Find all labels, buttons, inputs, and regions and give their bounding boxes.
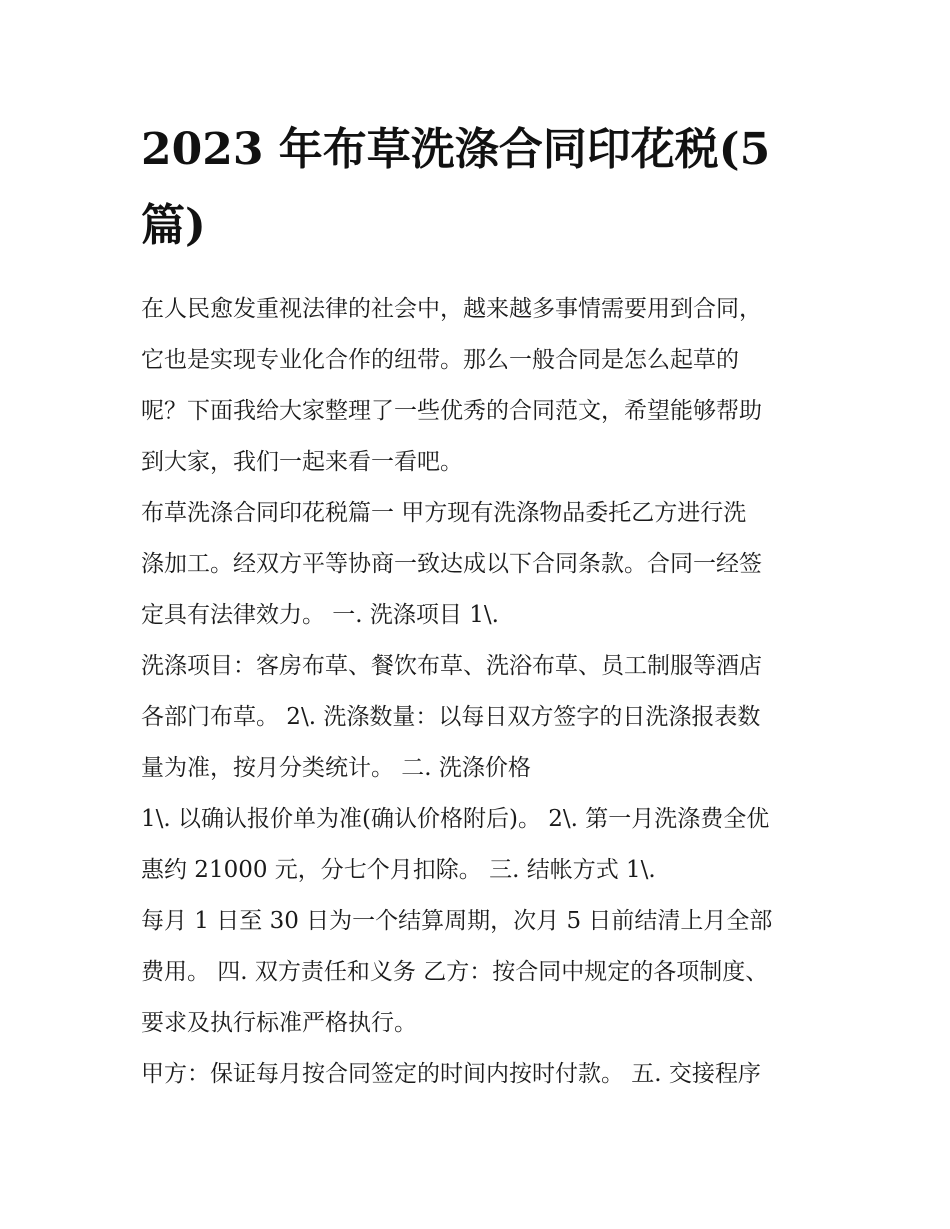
text-line: 到大家，我们一起来看一看吧。 bbox=[141, 449, 463, 475]
text-line: 每月 1 日至 30 日为一个结算周期，次月 5 日前结清上月全部 bbox=[141, 908, 773, 934]
paragraph-article-one bbox=[141, 488, 813, 641]
text-line: 呢？下面我给大家整理了一些优秀的合同范文，希望能够帮助 bbox=[141, 398, 762, 424]
title-line: 2023 年布草洗涤合同印花税(5 bbox=[141, 124, 771, 175]
text-line: 洗涤项目：客房布草、餐饮布草、洗浴布草、员工制服等酒店 bbox=[141, 653, 762, 679]
text-line: 它也是实现专业化合作的纽带。那么一般合同是怎么起草的 bbox=[141, 347, 739, 373]
document-title bbox=[141, 112, 813, 264]
text-line: 费用。 四. 双方责任和义务 乙方：按合同中规定的各项制度、 bbox=[141, 959, 769, 985]
paragraph-intro bbox=[141, 284, 813, 488]
text-line: 1\. 以确认报价单为准(确认价格附后)。 2\. 第一月洗涤费全优 bbox=[141, 806, 770, 832]
title-line: 篇) bbox=[141, 200, 206, 251]
paragraph-price bbox=[141, 794, 813, 896]
text-line: 各部门布草。 2\. 洗涤数量：以每日双方签字的日洗涤报表数 bbox=[141, 704, 761, 730]
text-line: 量为准，按月分类统计。 二. 洗涤价格 bbox=[141, 755, 531, 781]
text-line: 涤加工。经双方平等协商一致达成以下合同条款。合同一经签 bbox=[141, 551, 762, 577]
text-line: 在人民愈发重视法律的社会中，越来越多事情需要用到合同， bbox=[141, 296, 762, 322]
text-line: 布草洗涤合同印花税篇一 甲方现有洗涤物品委托乙方进行洗 bbox=[141, 500, 747, 526]
document-content bbox=[141, 112, 813, 1100]
paragraph-party-a bbox=[141, 1049, 813, 1100]
text-line: 惠约 21000 元，分七个月扣除。 三. 结帐方式 1\. bbox=[141, 857, 656, 883]
paragraph-settlement bbox=[141, 896, 813, 1049]
text-line: 甲方：保证每月按合同签定的时间内按时付款。 五. 交接程序 bbox=[141, 1061, 761, 1087]
paragraph-wash-items bbox=[141, 641, 813, 794]
text-line: 定具有法律效力。 一. 洗涤项目 1\. bbox=[141, 602, 499, 628]
text-line: 要求及执行标准严格执行。 bbox=[141, 1010, 417, 1036]
document-body bbox=[141, 284, 813, 1100]
